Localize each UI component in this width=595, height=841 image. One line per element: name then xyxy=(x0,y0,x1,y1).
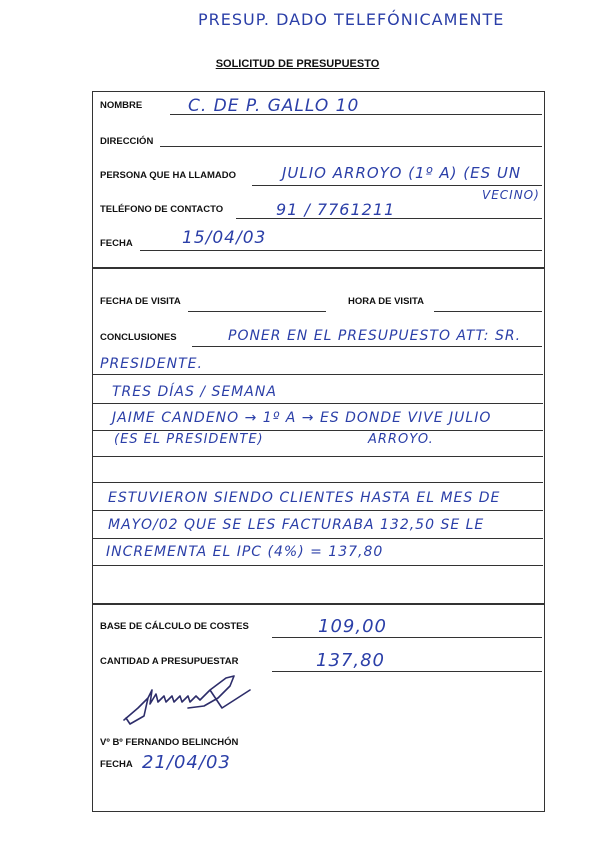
fecha-aprobacion-label: FECHA xyxy=(100,759,133,770)
conclusiones-divider-2 xyxy=(92,403,543,404)
cantidad-label: CANTIDAD A PRESUPUESTAR xyxy=(100,656,239,667)
signature-icon xyxy=(118,668,268,730)
conclusiones-label: CONCLUSIONES xyxy=(100,332,177,343)
base-calculo-field-line[interactable] xyxy=(272,637,542,638)
conclusiones-divider-1 xyxy=(92,374,543,375)
fecha-visita-field-line[interactable] xyxy=(188,311,326,312)
conclusiones-text-6: ARROYO. xyxy=(368,432,434,447)
conclusiones-text-3: TRES DÍAS / SEMANA xyxy=(112,384,277,400)
base-calculo-value: 109,00 xyxy=(318,616,387,637)
fecha-value: 15/04/03 xyxy=(182,228,267,248)
conclusiones-text-5: (ES EL PRESIDENTE) xyxy=(114,432,264,447)
cantidad-field-line[interactable] xyxy=(272,671,542,672)
persona-value-continued: VECINO) xyxy=(482,188,540,202)
conclusiones-text-7: ESTUVIERON SIENDO CLIENTES HASTA EL MES DE xyxy=(108,490,501,506)
hora-visita-field-line[interactable] xyxy=(434,311,542,312)
persona-field-line[interactable] xyxy=(252,185,542,186)
conclusiones-text-2: PRESIDENTE. xyxy=(100,356,203,372)
vb-label: Vº Bº FERNANDO BELINCHÓN xyxy=(100,737,239,748)
conclusiones-text-9: INCREMENTA EL IPC (4%) = 137,80 xyxy=(106,544,384,560)
conclusiones-divider-8 xyxy=(92,565,543,566)
conclusiones-divider-5 xyxy=(92,482,543,483)
conclusiones-divider-4 xyxy=(92,456,543,457)
document-title: SOLICITUD DE PRESUPUESTO xyxy=(215,58,380,70)
hora-visita-label: HORA DE VISITA xyxy=(348,296,425,307)
cantidad-value: 137,80 xyxy=(316,650,385,671)
nombre-label: NOMBRE xyxy=(100,100,143,111)
nombre-value: C. DE P. GALLO 10 xyxy=(188,96,360,116)
fecha-field-line[interactable] xyxy=(140,250,542,251)
fecha-label: FECHA xyxy=(100,238,133,249)
direccion-field-line[interactable] xyxy=(160,146,542,147)
direccion-label: DIRECCIÓN xyxy=(100,136,154,147)
base-calculo-label: BASE DE CÁLCULO DE COSTES xyxy=(100,621,249,632)
fecha-aprobacion-value: 21/04/03 xyxy=(142,752,231,773)
conclusiones-text-1: PONER EN EL PRESUPUESTO ATT: SR. xyxy=(228,328,522,344)
conclusiones-text-4: JAIME CANDENO → 1º A → ES DONDE VIVE JULIO xyxy=(112,410,492,426)
conclusiones-divider-7 xyxy=(92,538,543,539)
conclusiones-divider-6 xyxy=(92,510,543,511)
conclusiones-text-8: MAYO/02 QUE SE LES FACTURABA 132,50 SE LE xyxy=(108,517,485,533)
telefono-label: TELÉFONO DE CONTACTO xyxy=(100,204,224,215)
conclusiones-line-1[interactable] xyxy=(192,346,542,347)
header-handwritten-note: PRESUP. DADO TELEFÓNICAMENTE xyxy=(198,10,505,29)
conclusiones-divider-3 xyxy=(92,430,543,431)
fecha-visita-label: FECHA DE VISITA xyxy=(100,296,181,307)
persona-label: PERSONA QUE HA LLAMADO xyxy=(100,170,236,181)
telefono-value: 91 / 7761211 xyxy=(276,200,396,219)
persona-value: JULIO ARROYO (1º A) (ES UN xyxy=(282,164,522,182)
